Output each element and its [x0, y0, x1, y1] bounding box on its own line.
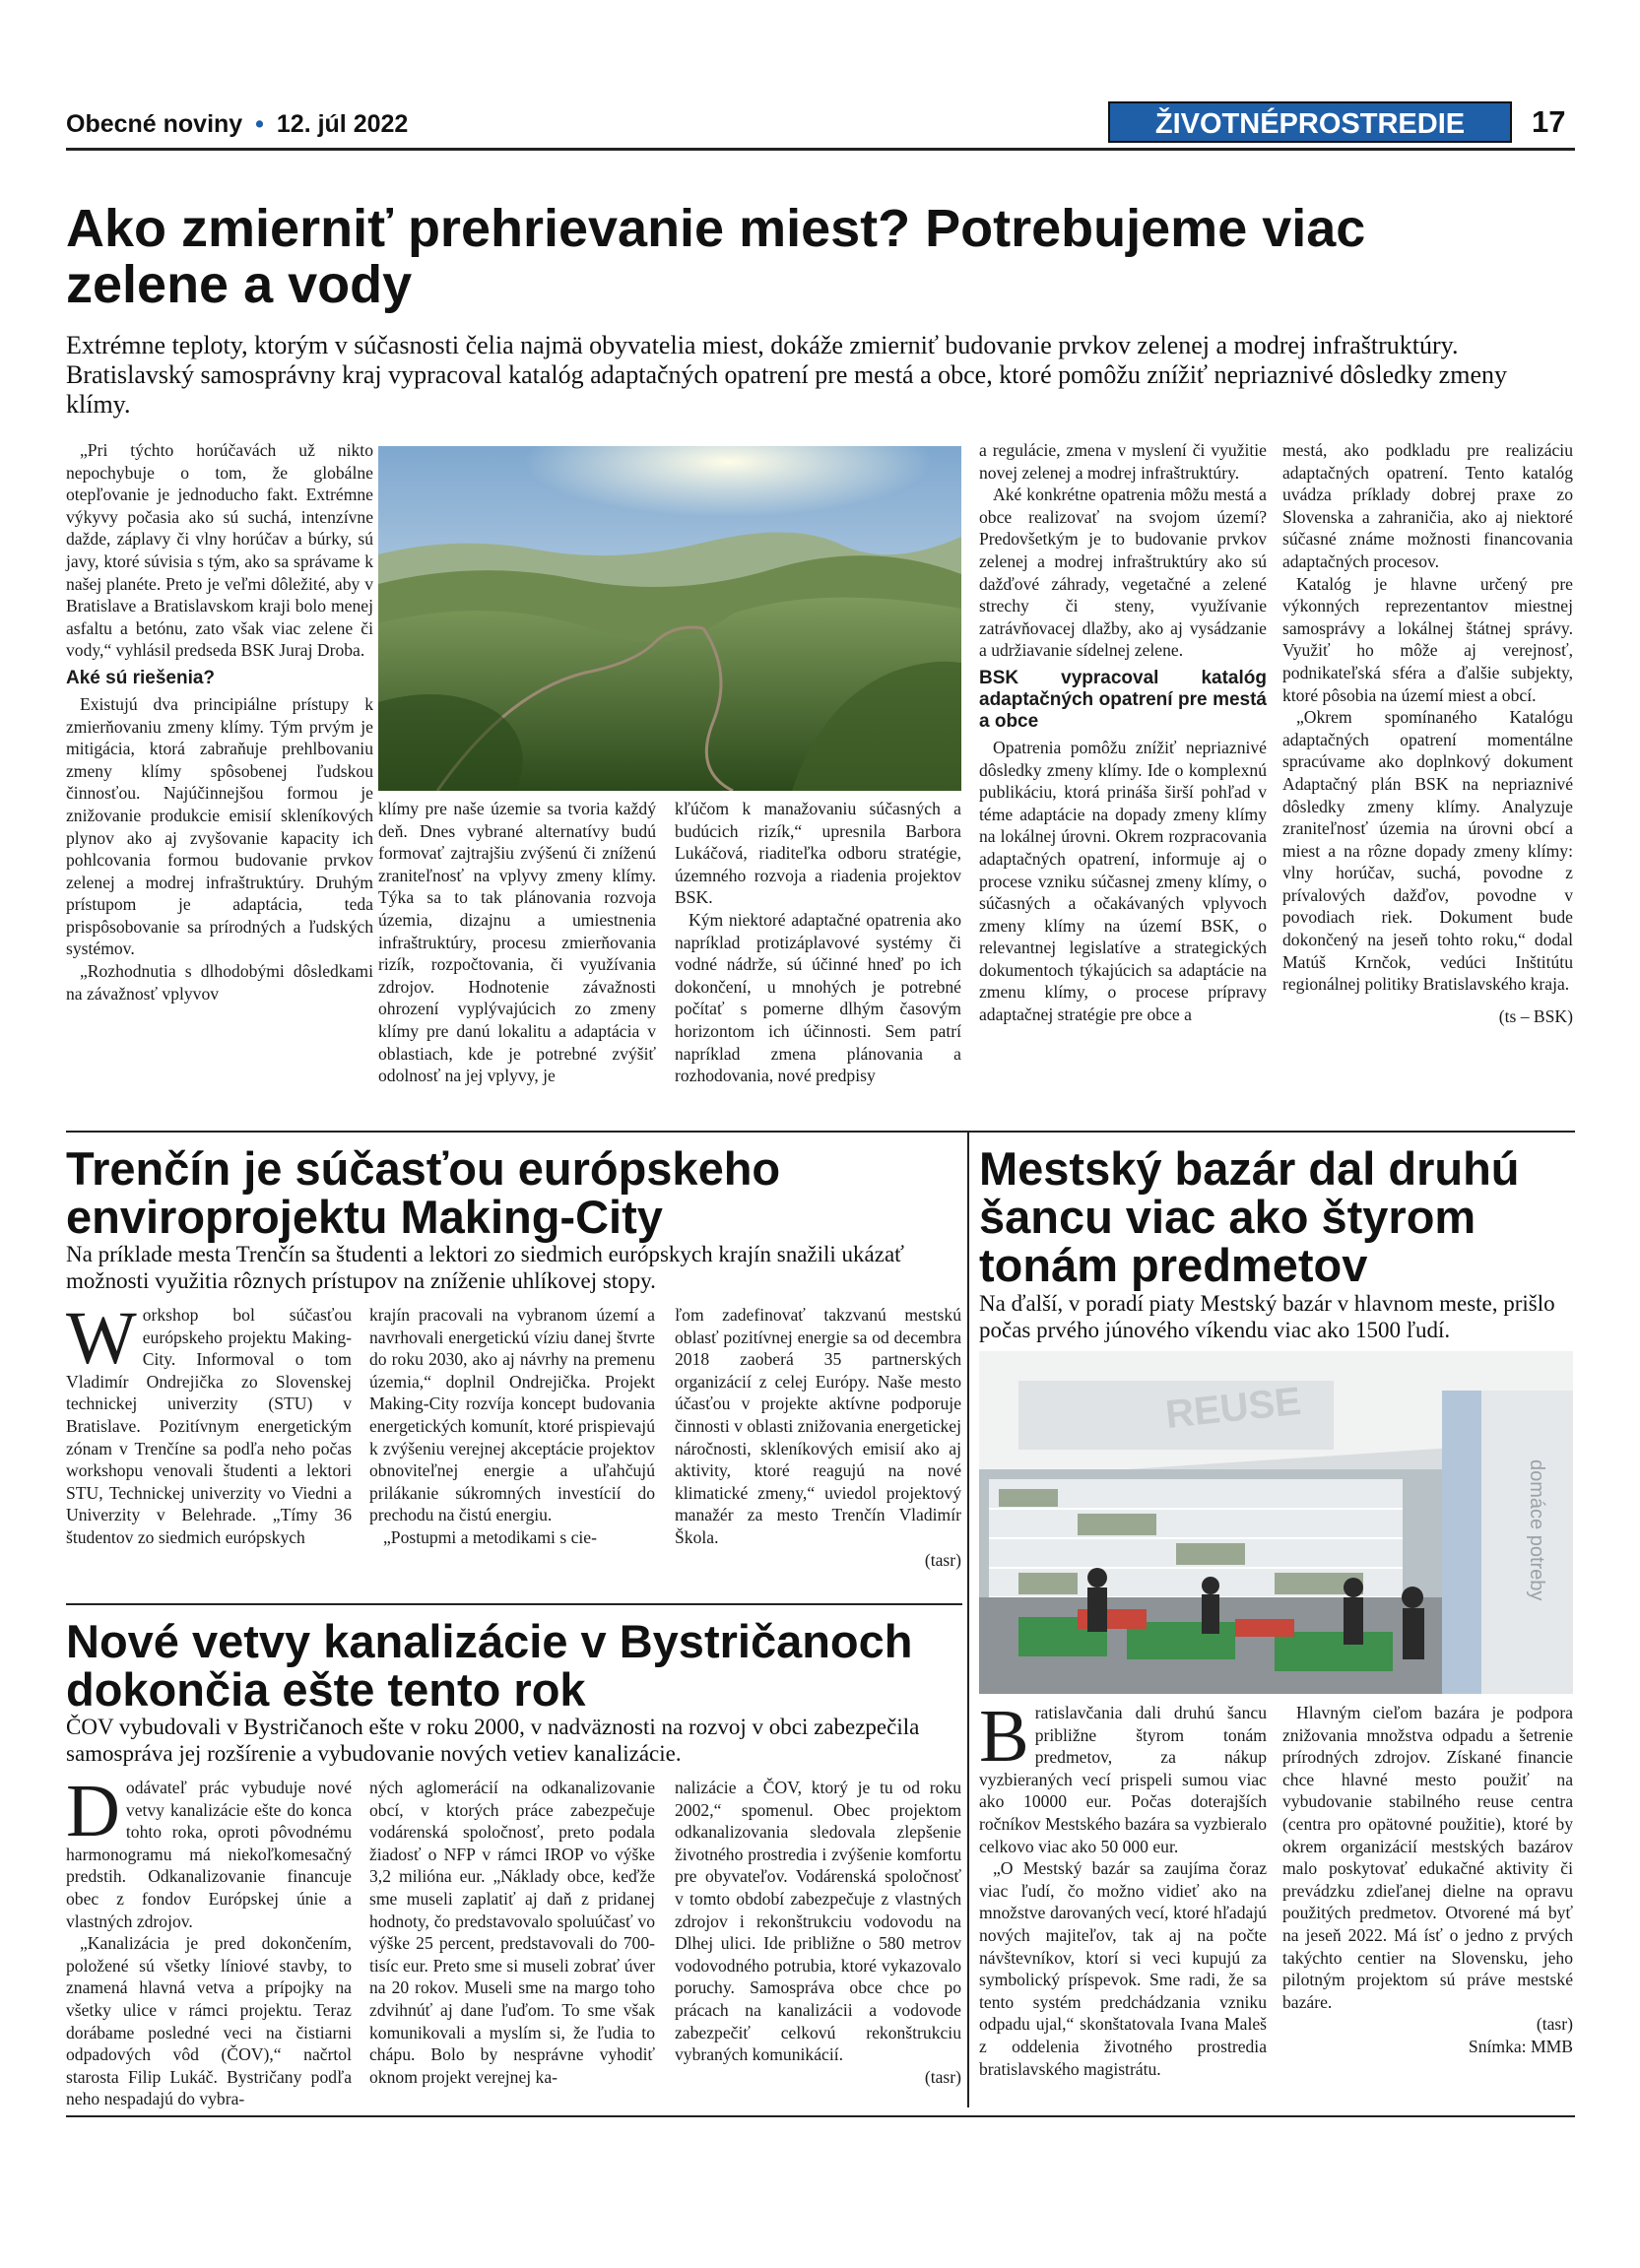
article1-col3: [675, 798, 961, 1087]
article1-paragraph: „Okrem spomínaného Katalógu adaptačných opatrení momentálne spracúvame ako doplnkový dokument Adaptačný plán BSK na nepriaznivé dôsledky zmeny klímy. Analyzuje zraniteľnosť územia na úrovni obcí a miest a na rôzne dopady zmeny klímy: vlny horúčav, suchá, povodne z prívalových dažďov, povodne v povodiach riek. Dokument bude dokončený na jeseň tohto roku,“ dodal Matúš Krnčok, vedúci Inštitútu regionálnej politiky Bratislavského kraja.: [1282, 707, 1573, 995]
publication-name: Obecné noviny: [66, 110, 243, 138]
article1-col5: [1282, 439, 1573, 1027]
article4-paragraph: ratislavčania dali druhú šancu približne štyrom tonám predmetov, za nákup vyzbieraných vecí prispeli sumou viac ako 10000 eur. Počas doterajších ročníkov Mestského bazára sa vyzbieralo celkovo viac ako 50 000 eur.: [979, 1703, 1267, 1856]
article2-paragraph: „Postupmi a metodikami s cie-: [383, 1526, 597, 1547]
article3-col3: [675, 1777, 961, 2088]
article1-col2: [378, 798, 656, 1087]
header-rule: [66, 148, 1575, 151]
article3-col1: [66, 1770, 352, 2110]
forest-landscape-image: [378, 446, 961, 791]
article4-col2: [1282, 1702, 1573, 2058]
bazaar-reuse-sign: REUSE: [1163, 1379, 1303, 1437]
article2-col2: [369, 1304, 655, 1549]
article1-paragraph: Existujú dva principiálne prístupy k zmierňovaniu zmeny klímy. Tým prvým je mitigácia, ktorá zabraňuje prehlbovaniu zmeny klímy spôsobenej ľudskou činnosťou. Najúčinnejšou formou je znižovanie produkcie emisií skleníkových plynov ako aj zvyšovanie kapacity ich pohlcovania formou budovanie prvkov zelenej a modrej infraštruktúry. Druhým prístupom je adaptácia, teda prispôsobovanie sa prírodných a ľudských systémov.: [66, 693, 373, 959]
article3-col2: [369, 1777, 655, 2088]
article2-dropcap: W: [66, 1297, 137, 1380]
article3-paragraph: nalizácie a ČOV, ktorý je tu od roku 2002,“ spomenul. Obec projektom odkanalizovania sledovala zlepšenie životného prostredia i zvýšenie komfortu pre obyvateľov. Vodárenská spoločnosť v tomto období zabezpečuje z vlastných zdrojov i rekonštrukciu vodovodu na Dlhej ulici. Ide približne o 580 metrov vodovodného potrubia, ktoré vykazovalo poruchy. Samospráva obce chce po prácach na kanalizácii a vodovode zabezpečiť celkovú rekonštrukciu vybraných komunikácií.: [675, 1778, 961, 2065]
article3-signature: (tasr): [924, 2066, 961, 2087]
article1-col4: [979, 439, 1267, 1026]
section-divider: [66, 1131, 1575, 1133]
article3-headline: Nové vetvy kanalizácie v Bystričanoch dokončia ešte tento rok: [66, 1615, 913, 1716]
article2-col3: [675, 1304, 961, 1571]
article4-paragraph: „O Mestský bazár sa zaujíma čoraz viac ľudí, čo možno vidieť ako na množstve darovaných vecí, ktoré hľadajú nových majiteľov, tak aj na počte návštevníkov, ktorí si veci kupujú za symbolický príspevok. Sme radi, že sa tento systém predchádzania vzniku odpadu ujal,“ skonštatovala Ivana Maleš z oddelenia životného prostredia bratislavského magistrátu.: [979, 1858, 1267, 2079]
article1-col1: [66, 439, 373, 1004]
article2-paragraph: ľom zadefinovať takzvanú mestskú oblasť pozitívnej energie sa od decembra 2018 zaoberá 35 partnerských organizácií z celej Európy. Naše mesto účasťou v projekte aktívne podporuje činnosti v oblasti znižovania energetickej náročnosti, skleníkových emisií ako aj aktivity, ktoré reagujú na nové klimatické zmeny,“ uviedol projektový manažér za mesto Trenčín Vladimír Škola.: [675, 1305, 961, 1547]
article2-col1: [66, 1297, 352, 1549]
article4-col1: [979, 1695, 1267, 2080]
article2-signature: (tasr): [924, 1549, 961, 1570]
article1-paragraph: „Pri týchto horúčavách už nikto nepochybuje o tom, že globálne otepľovanie je jednoducho fakt. Extrémne výkyvy počasia ako sú suchá, intenzívne dažde, záplavy či vlny horúčav a búrky, sú javy, ktoré súvisia s tým, ako sa správame k našej planéte. Preto je veľmi dôležité, aby v Bratislave a Bratislavskom kraji bolo menej asfaltu a betónu, zato však viac zelene či vody,“ vyhlásil predseda BSK Juraj Droba.: [66, 440, 373, 661]
article3-paragraph: „Kanalizácia je pred dokončením, položené sú všetky líniové stavby, to znamená hlavná vetva a prípojky na všetky ulice v rámci projektu. Teraz dorábame posledné veci na čistiarni odpadových vôd (ČOV),“ načrtol starosta Filip Lukáč. Bystričany podľa neho nespadajú do vybra-: [66, 1933, 352, 2109]
article1-subheading: Aké sú riešenia?: [66, 667, 216, 688]
bazaar-photo: [979, 1351, 1573, 1694]
article1-lead: Extrémne teploty, ktorým v súčasnosti čelia najmä obyvatelia miest, dokáže zmierniť budovanie prvkov zelenej a modrej infraštruktúry. Bratislavský samosprávny kraj vypracoval katalóg adaptačných opatrení pre mestá a obce, ktoré pomôžu znížiť nepriaznivé dôsledky zmeny klímy.: [66, 331, 1507, 419]
article1-paragraph: „Rozhodnutia s dlhodobými dôsledkami na závažnosť vplyvov: [66, 961, 373, 1004]
article3-paragraph: odávateľ prác vybuduje nové vetvy kanalizácie ešte do konca tohto roka, oproti pôvodnému harmonogramu má niekoľkomesačný predstih. Odkanalizovanie financuje obec z fondov Európskej únie a vlastných zdrojov.: [66, 1778, 352, 1931]
article1-paragraph: Opatrenia pomôžu znížiť nepriaznivé dôsledky zmeny klímy. Ide o komplexnú publikáciu, ktorá prináša širší pohľad v téme adaptácie na dopady zmeny klímy na lokálnej úrovni. Okrem rozpracovania adaptačných opatrení, informuje aj o procese vzniku súčasnej zmeny klímy, o súčasných a očakávaných vplyvoch zmeny klímy na území BSK, o relevantnej legislatíve a strategických dokumentoch týkajúcich sa adaptácie na zmenu klímy, o procese prípravy adaptačnej stratégie pre obce a: [979, 737, 1267, 1025]
article3-lead: ČOV vybudovali v Bystričanoch ešte v roku 2000, v nadväznosti na rozvoj v obci zabezpečila samospráva jej rozšírenie a vybudovanie nových vetiev kanalizácie.: [66, 1715, 920, 1766]
section-label: ŽIVOTNÉPROSTREDIE: [1108, 101, 1512, 143]
article1-paragraph: kľúčom k manažovaniu súčasných a budúcich rizík,“ upresnila Barbora Lukáčová, riaditeľka odboru stratégie, územného rozvoja a riadenia projektov BSK.: [675, 799, 961, 908]
photo-credit: Snímka: MMB: [1468, 2036, 1573, 2056]
column-divider: [967, 1133, 969, 2107]
article1-paragraph: Katalóg je hlavne určený pre výkonných reprezentantov miestnej samosprávy a lokálnej štátnej správy. Využiť ho môže aj verejnosť, podnikateľská sféra a ďalšie subjekty, ktoré pôsobia na území miest a obcí.: [1282, 573, 1573, 705]
article4-dropcap: B: [979, 1695, 1029, 1778]
section-divider: [66, 1603, 962, 1605]
article3-dropcap: D: [66, 1770, 120, 1852]
article1-signature: (ts – BSK): [1498, 1005, 1573, 1026]
footer-rule: [66, 2115, 1575, 2117]
article1-paragraph: klímy pre naše územie sa tvoria každý deň. Dnes vybrané alternatívy budú formovať zajtrajšiu zvýšenú či zníženú zraniteľnosť na vplyvy zmeny klímy. Týka sa to tak plánovania rozvoja územia, dizajnu a umiestnenia infraštruktúry, procesu zmierňovania rizík, rozpočtovania, či využívania zdrojov. Hodnotenie závažnosti ohrození vyplývajúcich zo zmeny klímy pre danú lokalitu a adaptácia v oblastiach, kde je potrebné zvýšiť odolnosť na jej vplyvy, je: [378, 799, 656, 1086]
article3-paragraph: ných aglomerácií na odkanalizovanie obcí, v ktorých práce zabezpečuje vodárenská spoločnosť, preto podala žiadosť o NFP v rámci IROP vo výške 3,2 miliónа eur. „Náklady obce, keďže sme museli zaplatiť aj daň z pridanej hodnoty, čo predstavovalo spoluúčasť vo výške 25 percent, predstavovali do 700-tisíc eur. Preto sme si museli zobrať úver na 20 rokov. Museli sme na margo toho zdvihnúť aj dane ľuďom. To sme však komunikovali a myslím si, že ľudia to chápu. Bolo by nesprávne vyhodiť oknom projekt verejnej ka-: [369, 1778, 655, 2087]
article2-paragraph: orkshop bol súčasťou európskeho projektu Making-City. Informoval o tom Vladimír Ondrejička zo Slovenskej technickej univerzity (STU) v Bratislave. Pozitívnym energetickým zónam v Trenčíne sa podľa neho počas workshopu venovali študenti a lektori STU, Technickej univerzity vo Viedni a Univerzity v Belehrade. „Tímy 36 študentov zo siedmich európskych: [66, 1305, 352, 1547]
article1-paragraph: mestá, ako podkladu pre realizáciu adaptačných opatrení. Tento katalóg uvádza príklady dobrej praxe zo Slovenska a zahraničia, ako aj niektoré súčasné známe možnosti financovania adaptačných procesov.: [1282, 440, 1573, 571]
article2-headline: Trenčín je súčasťou európskeho enviroprojektu Making-City: [66, 1142, 781, 1243]
page-number: 17: [1532, 104, 1566, 139]
bazaar-interior-image: [979, 1351, 1573, 1694]
article1-subheading: BSK vypracoval katalóg adaptačných opatrení pre mestá a obce: [979, 667, 1267, 732]
article4-lead: Na ďalší, v poradí piaty Mestský bazár v hlavnom meste, prišlo počas prvého júnového víkendu viac ako 1500 ľudí.: [979, 1291, 1555, 1342]
article4-headline: Mestský bazár dal druhú šancu viac ako štyrom tonám predmetov: [979, 1142, 1520, 1291]
issue-date: 12. júl 2022: [276, 110, 409, 138]
forest-photo: [378, 446, 961, 791]
bullet-icon: •: [255, 110, 264, 138]
article2-paragraph: krajín pracovali na vybranom území a navrhovali energetickú víziu danej štvrte do roku 2030, ako aj návrhy na premenu územia,“ doplnil Ondrejička. Projekt Making-City rozvíja koncept budovania energetických komunít, ktoré prispievajú k zvýšeniu verejnej akceptácie projektov obnoviteľnej energie a uľahčujú prilákanie súkromných investícií do prechodu na čistú energiu.: [369, 1305, 655, 1525]
article4-paragraph: Hlavným cieľom bazára je podpora znižovania množstva odpadu a šetrenie prírodných zdrojov. Získané financie chce hlavné mesto použiť na vybudovanie stabilného reuse centra (centra pro opätovné použitie), ktoré by okrem organizácií mestských bazárov malo poskytovať edukačné aktivity či prevádzku zdieľanej dielne na opravu použitých predmetov. Otvorené má byť na jeseň 2022. Má ísť o jedno z prvých takýchto centier na Slovensku, jeho pilotným projektom sú práve mestské bazáre.: [1282, 1703, 1573, 2012]
article2-lead: Na príklade mesta Trenčín sa študenti a lektori zo siedmich európskych krajín snažili ukázať možnosti využitia rôznych prístupov na zníženie uhlíkovej stopy.: [66, 1242, 905, 1293]
bazaar-wall-text: domáce potreby: [1526, 1459, 1547, 1601]
article1-paragraph: a regulácie, zmena v myslení či využitie novej zelenej a modrej infraštruktúry.: [979, 440, 1267, 483]
article4-signature: (tasr): [1536, 2014, 1573, 2035]
masthead: [66, 110, 408, 139]
article1-paragraph: Aké konkrétne opatrenia môžu mestá a obce realizovať na svojom území? Predovšetkým je to budovanie prvkov zelenej a modrej infraštruktúry ako sú dažďové záhrady, vegetačné a zelené strechy či steny, využívanie zatrávňovacej dlažby, ako aj vysádzanie a udržiavanie sídelnej zelene.: [979, 485, 1267, 661]
article1-headline: Ako zmierniť prehrievanie miest? Potrebujeme viac zelene a vody: [66, 199, 1366, 314]
article1-paragraph: Kým niektoré adaptačné opatrenia ako napríklad protizáplavové systémy či vodné nádrže, sú účinné hneď po ich dokončení, u mnohých je potrebné počítať s pomerne dlhým časovým horizontom ich účinnosti. Sem patrí napríklad zmena plánovania a rozhodovania, nové predpisy: [675, 909, 961, 1086]
